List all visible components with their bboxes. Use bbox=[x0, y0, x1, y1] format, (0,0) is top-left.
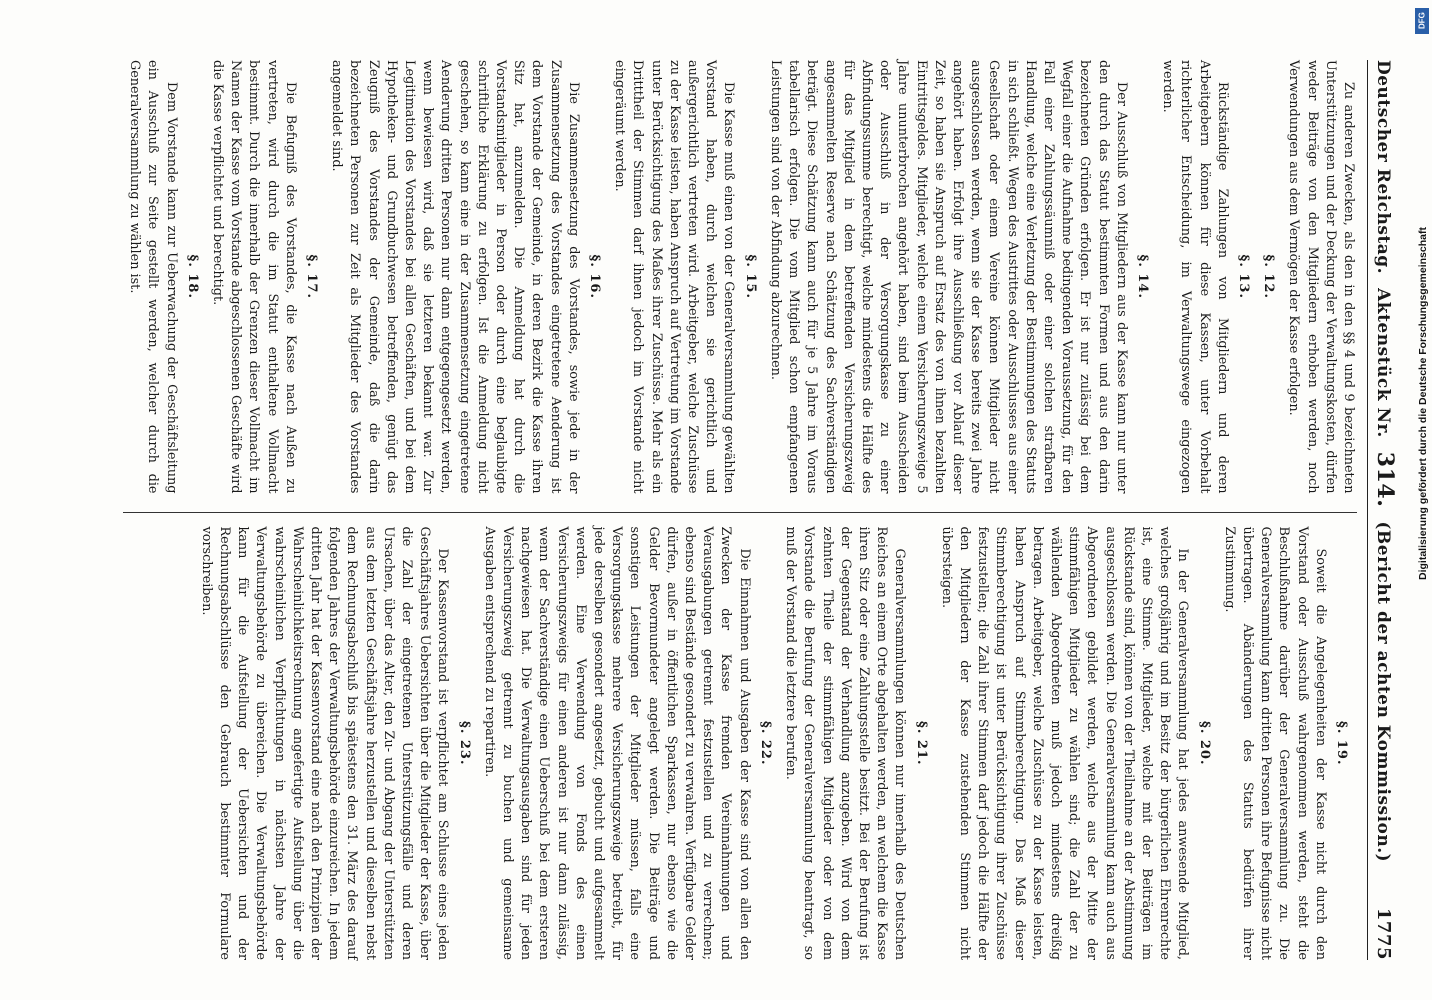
paragraph-text: Soweit die Angelegenheiten der Kasse nicht durch den Vorstand oder Ausschuß wahrgenommen werden, steht die Beschlußnahme darüber der Generalversammlung zu. Die Generalversammlung kann dritten Personen ihre Befugnisse nicht übertragen. Abänderungen des Statuts bedürfen ihrer Zustimmung. bbox=[1221, 526, 1328, 960]
paragraph-heading: §. 16. bbox=[587, 254, 603, 299]
running-head-right: (Bericht der achten Kommission.) bbox=[1373, 521, 1393, 863]
paragraph-text: Die Zusammensetzung des Vorstandes, sowie jede in der Zusammensetzung des Vorstandes eingetretene Aenderung ist dem Vorstande der Gemeinde, in deren Bezirk die Kasse ihren Sitz hat, anzumelden. Die Anmeldung hat durch die Vorstandsmitglieder in Person oder durch eine beglaubigte schriftliche Erklärung zu erfolgen. Ist die Anmeldung nicht geschehen, so kann eine in der Zusammensetzung eingetretene Aenderung dritten Personen nur dann entgegengesetzt werden, wenn bewiesen wird, daß sie letzteren bekannt war. Zur Legitimation des Vorstandes bei allen Geschäften, und bei dem Hypotheken- und Grundbuchwesen betreffenden, genügt das Zeugniß des Vorstandes der Gemeinde, daß die darin bezeichneten Personen zur Zeit als Mitglieder des Vorstandes angemeldet sind. bbox=[329, 60, 581, 494]
running-head-left: Deutscher Reichstag. bbox=[1373, 60, 1393, 275]
document-number: 314. bbox=[1372, 451, 1398, 508]
paragraph-heading: §. 14. bbox=[1134, 254, 1150, 299]
paragraph-text: Zu anderen Zwecken, als den in den §§ 4 und 9 bezeichneten Unterstützungen und der Deckung der Verwaltungskosten, dürfen weder Beiträge von den Mitgliedern erhoben werden, noch Verwendungen aus dem Vermögen der Kasse erfolgen. bbox=[1286, 60, 1356, 494]
paragraph-heading: §. 23. bbox=[456, 721, 472, 766]
right-column bbox=[123, 512, 1357, 961]
paragraph-text: Rückständige Zahlungen von Mitgliedern und deren Arbeitgebern können für diese Kassen, unter Vorbehalt richterlicher Entscheidung, im Verwaltungswege eingezogen werden. bbox=[1160, 60, 1230, 494]
paragraph-text: Der Ausschluß von Mitgliedern aus der Kasse kann nur unter den durch das Statut bestimmten Formen und aus den darin bezeichneten Gründen erfolgen. Er ist nur zulässig bei dem Wegfall einer die Aufnahme bedingenden Voraussetzung, für den Fall einer Zahlungssäumniß oder einer solchen strafbaren Handlung, welche eine Verletzung der Bestimmungen des Statuts in sich schließt. Wegen des Austrittes oder Ausschlusses aus einer Gesellschaft oder einem Vereine können Mitglieder nicht ausgeschlossen werden, wenn sie der Kasse bereits zwei Jahre angehört haben. Erfolgt ihre Ausschließung vor Ablauf dieser Zeit, so haben sie Anspruch auf Ersatz des von ihnen bezahlten Eintrittsgeldes. Mitglieder, welche einem Versicherungszweige 5 Jahre ununterbrochen angehört haben, sind beim Ausscheiden oder Ausschluß in der Versorgungskasse zu einer Abfindungssumme berechtigt, welche mindestens die Hälfte des für das Mitglied in dem betreffenden Versicherungszweig angesammelten Reserve nach Schätzung des Sachverständigen beträgt. Diese Schätzung kann auch für je 5 Jahre im Voraus tabellarisch erfolgen. Die vom Mitglied schon empfangenen Leistungen sind von der Abfindung abzurechnen. bbox=[767, 60, 1129, 494]
paragraph-text: Die Kasse muß einen von der Generalversammlung gewählten Vorstand haben, durch welchen sie gerichtlich und außergerichtlich vertreten wird. Arbeitgeber, welche Zuschüsse zu der Kasse leisten, haben Anspruch auf Vertretung im Vorstande unter Berücksichtigung des Maßes ihrer Zuschüsse. Mehr als ein Dritttheil der Stimmen darf ihnen jedoch im Vorstande nicht eingeräumt werden. bbox=[612, 60, 737, 494]
paragraph-text: Generalversammlungen können nur innerhalb des Deutschen Reiches an einem Orte abgehalten werden, an welchem die Kasse ihren Sitz oder eine Zahlungsstelle besitzt. Bei der Berufung ist der Gegenstand der Verhandlung anzugeben. Wird von dem zehnten Theile der stimmfähigen Mitglieder oder von dem Vorstande die Berufung der Generalversammlung beantragt, so muß der Vorstand die letztere berufen. bbox=[783, 526, 908, 960]
paragraph-heading: §. 15. bbox=[742, 254, 758, 299]
paragraph-heading: §. 12. bbox=[1261, 254, 1277, 299]
left-column bbox=[123, 60, 1357, 494]
paragraph-heading: §. 18. bbox=[184, 254, 200, 299]
paragraph-heading: §. 19. bbox=[1334, 721, 1349, 766]
dfg-sidebar bbox=[1410, 0, 1432, 1000]
running-head bbox=[1367, 60, 1398, 960]
paragraph-text: Dem Vorstande kann zur Ueberwachung der Geschäftsleitung ein Ausschuß zur Seite gestellt werden, welcher durch die Generalversammlung zu wählen ist. bbox=[127, 60, 179, 494]
paragraph-text: Die Befugniß des Vorstandes, die Kasse nach Außen zu vertreten, wird durch die im Statut enthaltene Vollmacht bestimmt. Durch die innerhalb der Grenzen dieser Vollmacht im Namen der Kasse vom Vorstande abgeschlossenen Geschäfte wird die Kasse verpflichtet und berechtigt. bbox=[210, 60, 298, 494]
dfg-logo: DFG bbox=[1415, 8, 1429, 34]
paragraph-heading: §. 13. bbox=[1235, 254, 1251, 299]
text-columns bbox=[123, 60, 1357, 960]
dfg-credit-text: Digitalisierung gefördert durch die Deutsche Forschungsgemeinschaft bbox=[1417, 227, 1429, 580]
running-head-center: Aktenstück Nr. bbox=[1373, 288, 1393, 438]
paragraph-heading: §. 17. bbox=[304, 254, 320, 299]
paragraph-heading: §. 20. bbox=[1196, 721, 1212, 766]
paragraph-text: Die Einnahmen und Ausgaben der Kasse sind von allen den Zwecken der Kasse fremden Vereinnahmungen und Verausgabungen getrennt festzustellen und zu verrechnen; ebenso sind Bestände gesondert zu verwahren. Verfügbare Gelder dürfen, außer in öffentlichen Sparkassen, nur ebenso wie die Gelder Bevormundeter angelegt werden. Die Beiträge und sonstigen Leistungen der Mitglieder müssen, falls eine Versorgungskasse mehrere Versicherungszweige betreibt, für jede derselben gesondert angesetzt, gebucht und aufgesammelt werden. Eine Verwendung von Fonds des einen Versicherungszweigs für einen anderen ist nur dann zulässig, wenn der Sachverständige einen Ueberschuß bei dem ersteren nachgewiesen hat. Die Verwaltungsausgaben sind für jeden Versicherungszweig getrennt zu buchen und gemeinsame Ausgaben entsprechend zu repartiren. bbox=[481, 526, 752, 960]
paragraph-heading: §. 21. bbox=[913, 721, 929, 766]
paragraph-text: Der Kassenvorstand ist verpflichtet am Schlusse eines jeden Geschäftsjahres Uebersichten über die Mitglieder der Kasse, über die Zahl der eingetretenen Unterstützungsfälle und deren Ursachen, über das Alter, den Zu- und Abgang der Unterstützten aus dem letzten Geschäftsjahre herzustellen und dieselben nebst dem Rechnungsabschluß bis spätestens den 31. März des darauf folgenden Jahres der Verwaltungsbehörde einzureichen. In jedem dritten Jahr hat der Kassenvorstand eine nach den Prinzipien der Wahrscheinlichkeitsrechnung angefertigte Aufstellung über die wahrscheinlichen Verpflichtungen in nächsten Jahre der Verwaltungsbehörde zu übereichen. Die Verwaltungsbehörde kann für die Aufstellung der Uebersichten und der Rechnungsabschlüsse den Gebrauch bestimmter Formulare vorschreiben. bbox=[198, 526, 451, 960]
paragraph-text: In der Generalversammlung hat jedes anwesende Mitglied, welches großjährig und im Besitz der bürgerlichen Ehrenrechte ist, eine Stimme. Mitglieder, welche mit der Beiträgen im Rückstande sind, können von der Theilnahme an der Abstimmung ausgeschlossen werden. Die Generalversammlung kann auch aus Abgeordneten gebildet werden, welche aus der Mitte der stimmfähigen Mitglieder zu wählen sind; die Zahl der zu wählenden Abgeordneten muß jedoch mindestens dreißig betragen. Arbeitgeber, welche Zuschüsse zu der Kasse leisten, haben Anspruch auf Stimmberechtigung. Das Maß dieser Stimmberechtigung ist unter Berücksichtigung ihrer Zuschüsse festzustellen; die Zahl ihrer Stimmen darf jedoch die Hälfte der den Mitgliedern der Kasse zustehenden Stimmen nicht übersteigen. bbox=[938, 526, 1191, 960]
page-number: 1775 bbox=[1373, 907, 1394, 960]
paragraph-heading: §. 22. bbox=[757, 721, 773, 766]
